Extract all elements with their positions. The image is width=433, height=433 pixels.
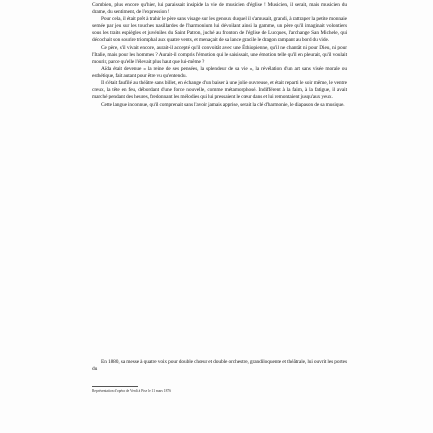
blank-space [92,109,347,359]
footnote-rule [92,386,138,387]
paragraph-6: Cette langue inconnue, qu'il comprenait sans l'avoir jamais apprise, serait la clé d'harmonie, le diapason de sa musique. [101,101,345,108]
paragraph-4: Aïda était devenue « la reine de ses pensées, la splendeur de sa vie », la révélation d'un art sans visée morale ou esthétique, fait autant pour être vu qu'entendu. [92,66,347,80]
paragraph-2: Pour cela, il était prêt à trahir le père sans visage sur les genoux duquel il s'amusait, grandi, à rattraper la petite monnaie semée par jeu sur les touches nasillardes de l'harmonium lui dévoilant ainsi la gamme, un père qu'il imaginait volontiers sous les traits espiègles et juvéniles du Saint Patron, juché au fronton de l'église de Lucques, l'archange San Michele, qui décochait son sourire triomphal aux quatre vents, et menaçait de sa lance gracile le dragon rampant au bord du vide. [92,16,347,44]
footnote: Représentation d'opéra de Verdi à Pise le 11 mars 1876 [92,388,171,393]
paragraph-1: Combien, plus encore qu'hier, lui paraissait insipide la vie de musicien d'église ! Musicien, il serait, mais musicien du drame, du sentiment, de l'expression ! [92,2,347,15]
paragraph-3: Ce père, s'il vivait encore, aurait-il accepté qu'il convoitât avec une Éthiopienne, qu'il ne chantât ni pour Dieu, ni pour l'Italie, mais pour les hommes ? Aurait-il compris l'émotion qui le saisissait, une émotion telle qu'il en pleurait, qu'il voulait mourir, parce qu'elle l'élevait plus haut que lui-même ? [92,44,347,65]
paragraph-5: Il s'était faufilé au théâtre sans billet, en échange d'un baiser à une jolie ouvreuse, et était reparti le soir même, le ventre creux, la tête en feu, débordant d'une force nouvelle, comme métamorphosé. Indifférent à la faim, à la fatigue, il avait marché pendant des heures, fredonnant les mélodies qui lui pressaient le cœur dans et lui remontaient jusqu'aux yeux. [92,80,347,101]
paragraph-bottom: En 1880, sa messe à quatre voix pour double chœur et double orchestre, grandiloquente et théâtrale, lui ouvrit les portes du [92,358,347,372]
